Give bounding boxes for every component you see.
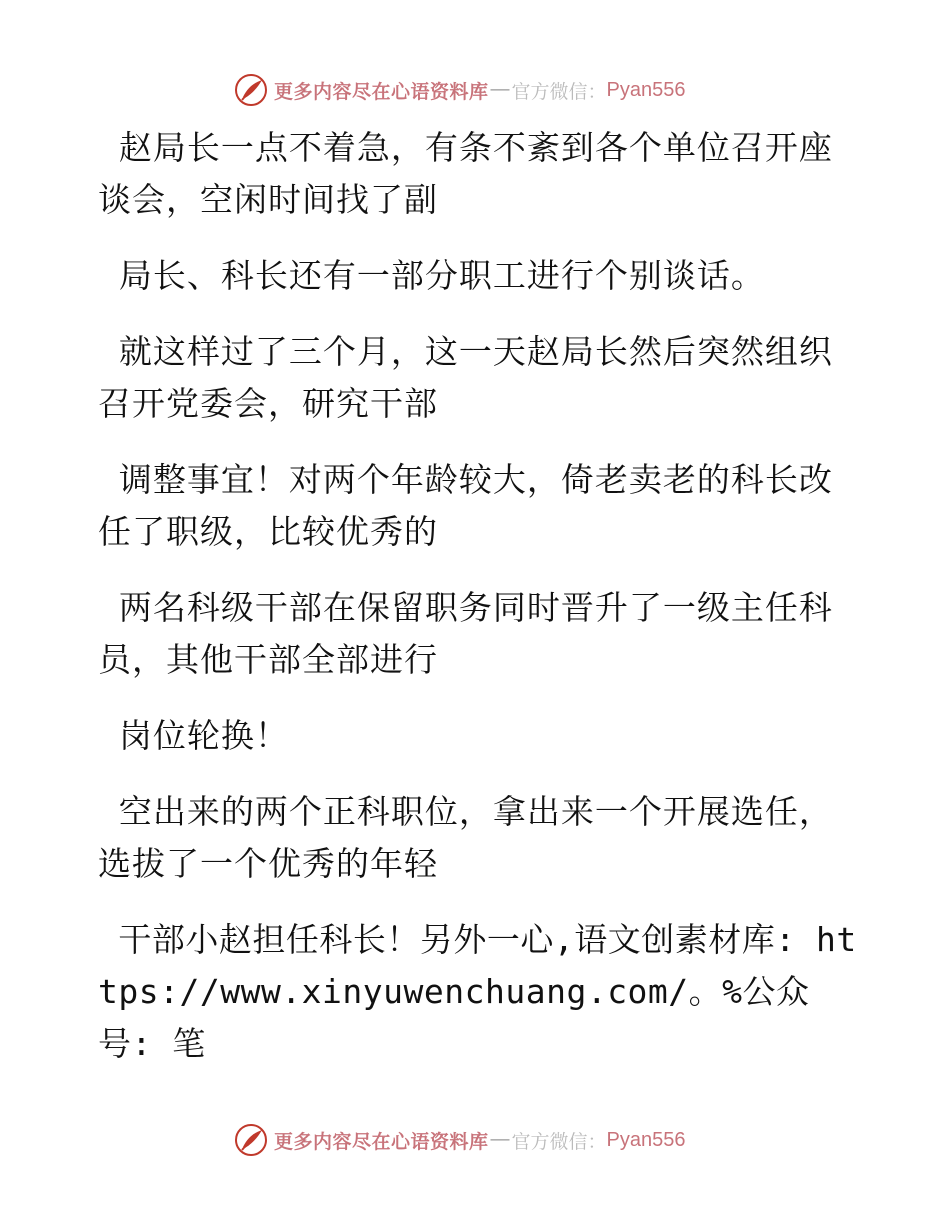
paragraph-5: 两名科级干部在保留职务同时晋升了一级主任科员，其他干部全部进行 — [98, 588, 833, 679]
banner-wechat-label: 官方微信： — [511, 1130, 607, 1153]
header-banner — [234, 72, 686, 108]
paragraph-7: 空出来的两个正科职位，拿出来一个开展选任，选拔了一个优秀的年轻 — [98, 792, 833, 883]
banner-wechat-id: Pyan556 — [606, 1128, 686, 1151]
banner-dash: — — [490, 1129, 510, 1150]
banner-dash: — — [490, 79, 510, 100]
quill-logo-icon — [234, 1123, 268, 1157]
document-body — [98, 122, 858, 1070]
banner-wechat-id: Pyan556 — [606, 78, 686, 101]
paragraph-6: 岗位轮换！ — [98, 716, 289, 755]
banner-wechat-label: 官方微信： — [511, 80, 607, 103]
banner-title: 更多内容尽在心语资料库 — [274, 80, 489, 103]
banner-title: 更多内容尽在心语资料库 — [274, 1130, 489, 1153]
paragraph-3: 就这样过了三个月，这一天赵局长然后突然组织召开党委会，研究干部 — [98, 332, 833, 423]
paragraph-8: 干部小赵担任科长！另外一心,语文创素材库: https://www.xinyuwenchuang.com/。%公众号: 笔 — [98, 920, 857, 1063]
footer-banner — [234, 1122, 686, 1158]
paragraph-4: 调整事宜！对两个年龄较大，倚老卖老的科长改任了职级，比较优秀的 — [98, 460, 833, 551]
paragraph-1: 赵局长一点不着急，有条不紊到各个单位召开座谈会，空闲时间找了副 — [98, 128, 833, 219]
quill-logo-icon — [234, 73, 268, 107]
paragraph-2: 局长、科长还有一部分职工进行个别谈话。 — [98, 256, 765, 295]
